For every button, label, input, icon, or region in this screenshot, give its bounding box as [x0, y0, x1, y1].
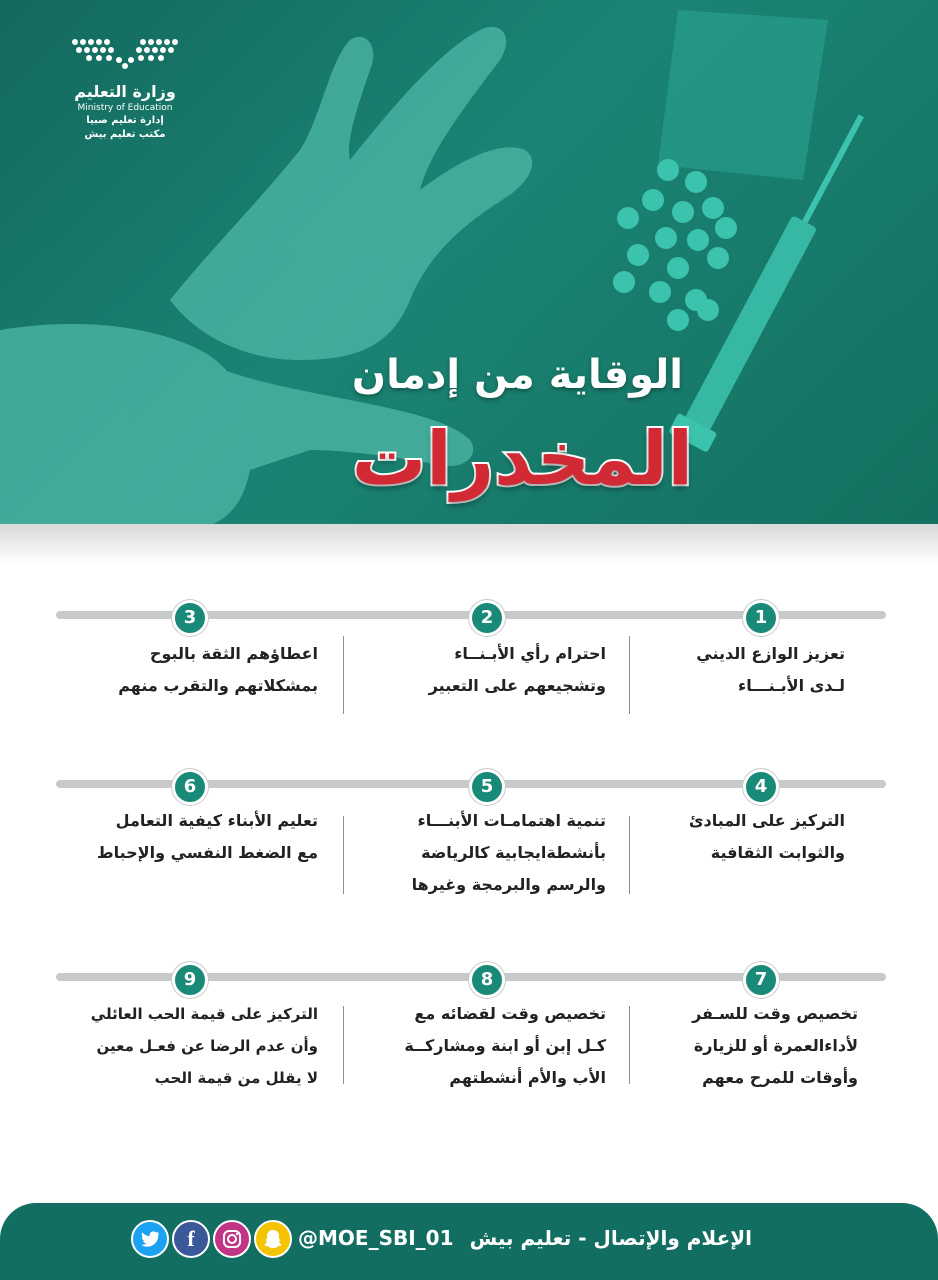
tip-number-2: 2 — [469, 600, 505, 636]
tip-9 — [91, 998, 318, 1094]
tip-9-line-3: لا يقلل من قيمة الحب — [154, 1069, 318, 1087]
tip-6-line-1: تعليم الأبناء كيفية التعامل — [115, 811, 318, 830]
tip-number-6: 6 — [172, 769, 208, 805]
tip-2 — [429, 638, 606, 702]
row-2-separator-b — [343, 816, 344, 894]
tip-5 — [412, 805, 606, 901]
tip-number-3: 3 — [172, 600, 208, 636]
tip-7-line-1: تخصيص وقت للسـفر — [692, 1004, 858, 1023]
tip-7-line-3: وأوقات للمرح معهم — [702, 1068, 858, 1087]
tip-8-line-1: تخصيص وقت لقضائه مع — [414, 1004, 606, 1023]
footer-text: الإعلام والإتصال - تعليم بيش — [469, 1226, 752, 1250]
tip-9-line-2: وأن عدم الرضا عن فعـل معين — [96, 1037, 318, 1055]
tip-1-line-2: لـدى الأبـنـــاء — [738, 676, 845, 695]
facebook-icon[interactable]: f — [172, 1220, 210, 1258]
tip-number-7: 7 — [743, 962, 779, 998]
tip-1-line-1: تعزيز الوازع الديني — [696, 644, 845, 663]
tip-1 — [696, 638, 845, 702]
header-banner — [0, 0, 938, 530]
tip-3 — [118, 638, 318, 702]
ministry-name-en: Ministry of Education — [77, 103, 173, 113]
tip-5-line-1: تنمية اهتمامـات الأبنـــاء — [417, 811, 606, 830]
row-1-separator-b — [343, 636, 344, 714]
office-name: مكتب تعليم بيش — [84, 129, 166, 140]
tip-4-line-1: التركيز على المبادئ — [688, 811, 845, 830]
tip-8-line-3: الأب والأم أنشطتهم — [449, 1068, 606, 1087]
row-2-separator-a — [629, 816, 630, 894]
tip-3-line-2: بمشكلاتهم والتقرب منهم — [118, 676, 318, 695]
instagram-icon[interactable] — [213, 1220, 251, 1258]
tip-8-line-2: كـل إبن أو ابنة ومشاركــة — [404, 1036, 606, 1055]
ministry-logo — [60, 36, 190, 142]
tip-2-line-1: احترام رأي الأبـنــاء — [454, 644, 606, 663]
tip-number-9: 9 — [172, 962, 208, 998]
twitter-icon[interactable] — [131, 1220, 169, 1258]
department-name: إدارة تعليم صبيا — [86, 115, 164, 126]
title-top: الوقاية من إدمان — [351, 352, 683, 398]
ministry-name-ar: وزارة التعليم — [74, 82, 176, 101]
banner-divider — [0, 524, 938, 564]
tip-5-line-3: والرسم والبرمجة وغيرها — [411, 875, 606, 894]
row-3-separator-a — [629, 1006, 630, 1084]
tip-3-line-1: اعطاؤهم الثقة بالبوح — [149, 644, 318, 663]
tip-7-line-2: لأداءالعمرة أو للزيارة — [693, 1036, 858, 1055]
tip-6-line-2: مع الضغط النفسي والإحباط — [96, 843, 318, 862]
tip-number-5: 5 — [469, 769, 505, 805]
social-handle[interactable]: @MOE_SBI_01 — [298, 1226, 454, 1250]
tip-8 — [404, 998, 606, 1094]
tip-number-4: 4 — [743, 769, 779, 805]
snapchat-icon[interactable] — [254, 1220, 292, 1258]
tip-5-line-2: بأنشطةايجابية كالرياضة — [421, 843, 606, 862]
tip-4-line-2: والثوابت الثقافية — [710, 843, 845, 862]
tip-6 — [97, 805, 318, 869]
tip-7 — [692, 998, 858, 1094]
tip-2-line-2: وتشجيعهم على التعبير — [428, 676, 606, 695]
ministry-logo-icon — [69, 36, 181, 72]
tip-number-1: 1 — [743, 600, 779, 636]
tip-9-line-1: التركيز على قيمة الحب العائلي — [90, 1005, 318, 1023]
tip-4 — [689, 805, 845, 869]
tip-number-8: 8 — [469, 962, 505, 998]
page-title: المخدرات — [351, 416, 693, 502]
row-3-separator-b — [343, 1006, 344, 1084]
row-1-separator-a — [629, 636, 630, 714]
